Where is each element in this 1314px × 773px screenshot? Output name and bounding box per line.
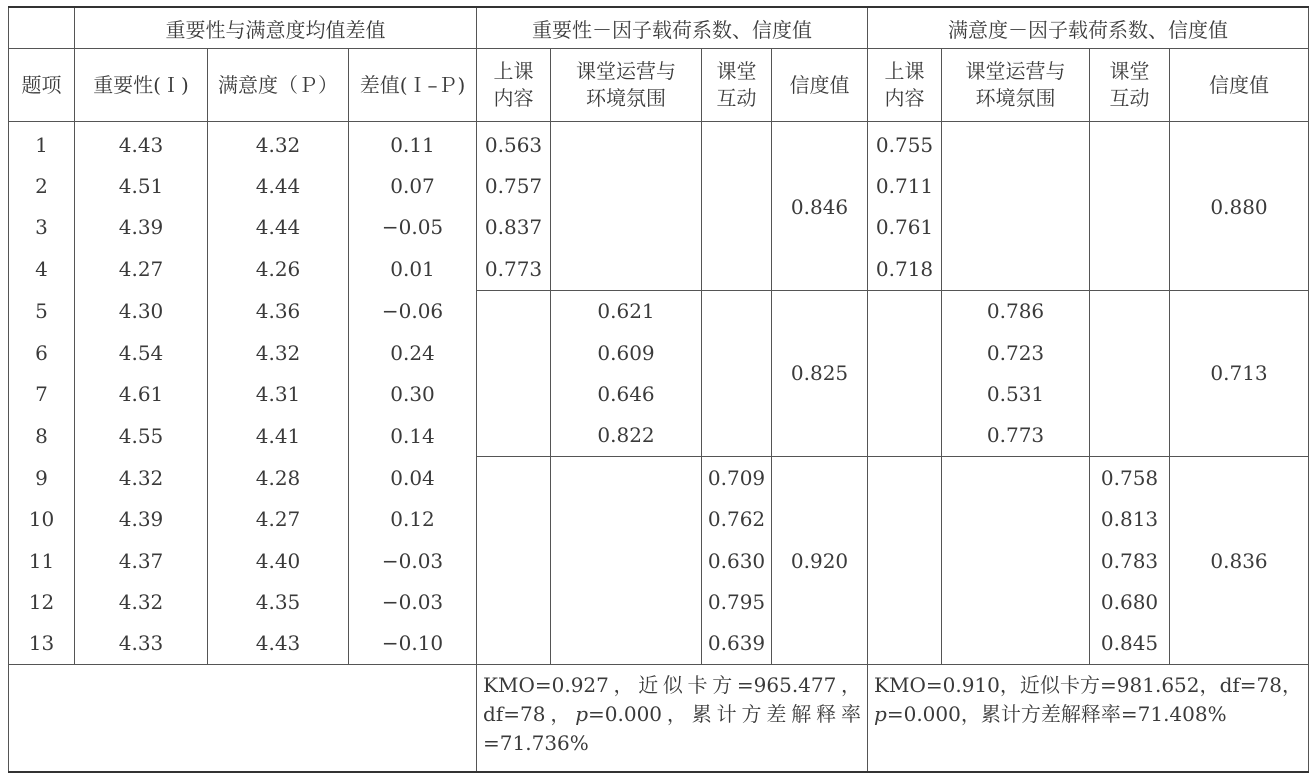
cell-sat-loading-f3 (1090, 248, 1170, 290)
cell-imp-loading-f3: 0.630 (702, 540, 772, 581)
cell-sat-loading-f3 (1090, 165, 1170, 206)
cell-importance: 4.30 (75, 290, 208, 332)
cell-sat-loading-f1 (868, 581, 942, 622)
cell-item: 10 (9, 499, 75, 540)
cell-imp-loading-f1 (477, 332, 551, 373)
cell-item: 11 (9, 540, 75, 581)
cell-sat-loading-f3 (1090, 122, 1170, 166)
cell-sat-loading-f3: 0.758 (1090, 457, 1170, 499)
cell-sat-loading-f1 (868, 332, 942, 373)
cell-sat-loading-f2 (942, 248, 1090, 290)
cell-imp-reliability: 0.920 (772, 457, 868, 665)
cell-imp-loading-f2 (551, 165, 702, 206)
footer-sat-stats (868, 665, 1309, 773)
table-row (9, 207, 1309, 248)
col-sat-factor-interaction-line1: 课堂 (1109, 59, 1150, 83)
table-row (9, 540, 1309, 581)
cell-sat-loading-f3: 0.680 (1090, 581, 1170, 622)
cell-sat-loading-f2 (942, 499, 1090, 540)
cell-satisfaction: 4.26 (208, 248, 349, 290)
col-imp-factor-operation-line2: 环境氛围 (586, 86, 667, 110)
cell-satisfaction: 4.27 (208, 499, 349, 540)
cell-sat-loading-f3 (1090, 332, 1170, 373)
cell-diff: −0.05 (349, 207, 477, 248)
cell-satisfaction: 4.35 (208, 581, 349, 622)
cell-importance: 4.32 (75, 581, 208, 622)
col-satisfaction: 满意度（Ｐ） (208, 49, 349, 122)
cell-satisfaction: 4.28 (208, 457, 349, 499)
cell-sat-loading-f1 (868, 623, 942, 665)
cell-imp-loading-f2 (551, 207, 702, 248)
footer-imp-stats-suffix: =0.000，累计方差解释率=71.736% (483, 702, 862, 756)
cell-item: 4 (9, 248, 75, 290)
cell-diff: 0.12 (349, 499, 477, 540)
cell-imp-loading-f2 (551, 540, 702, 581)
cell-imp-loading-f2: 0.646 (551, 373, 702, 414)
cell-sat-loading-f2 (942, 165, 1090, 206)
cell-sat-reliability: 0.880 (1170, 122, 1309, 291)
cell-item: 1 (9, 122, 75, 166)
cell-sat-loading-f1 (868, 499, 942, 540)
cell-sat-loading-f3: 0.783 (1090, 540, 1170, 581)
cell-sat-loading-f2: 0.531 (942, 373, 1090, 414)
col-sat-factor-operation-line1: 课堂运营与 (965, 59, 1066, 83)
cell-sat-loading-f2 (942, 457, 1090, 499)
band-importance-loadings: 重要性－因子载荷系数、信度值 (477, 7, 868, 49)
col-sat-factor-interaction-line2: 互动 (1109, 86, 1150, 110)
cell-sat-loading-f2 (942, 581, 1090, 622)
cell-imp-loading-f2 (551, 581, 702, 622)
table-row (9, 373, 1309, 414)
cell-diff: −0.03 (349, 540, 477, 581)
cell-imp-loading-f3 (702, 248, 772, 290)
cell-imp-loading-f1 (477, 290, 551, 332)
footer-row (9, 665, 1309, 773)
table-row (9, 332, 1309, 373)
cell-diff: 0.24 (349, 332, 477, 373)
cell-item: 5 (9, 290, 75, 332)
cell-sat-loading-f3 (1090, 373, 1170, 414)
cell-importance: 4.39 (75, 499, 208, 540)
cell-sat-loading-f2 (942, 122, 1090, 166)
table-row (9, 122, 1309, 166)
col-diff: 差值(Ｉ–Ｐ) (349, 49, 477, 122)
cell-importance: 4.37 (75, 540, 208, 581)
table-row (9, 415, 1309, 457)
table-row (9, 248, 1309, 290)
col-imp-factor-interaction-line1: 课堂 (716, 59, 757, 83)
cell-imp-loading-f1 (477, 540, 551, 581)
cell-sat-loading-f2 (942, 207, 1090, 248)
cell-imp-loading-f2 (551, 623, 702, 665)
footer-sat-p: p (874, 702, 887, 727)
cell-imp-loading-f1 (477, 415, 551, 457)
factor-analysis-table (8, 6, 1309, 773)
cell-item: 6 (9, 332, 75, 373)
cell-imp-loading-f1: 0.563 (477, 122, 551, 166)
cell-satisfaction: 4.31 (208, 373, 349, 414)
cell-diff: −0.03 (349, 581, 477, 622)
cell-sat-loading-f1: 0.755 (868, 122, 942, 166)
cell-imp-loading-f1: 0.773 (477, 248, 551, 290)
cell-item: 7 (9, 373, 75, 414)
cell-sat-loading-f1: 0.711 (868, 165, 942, 206)
cell-satisfaction: 4.43 (208, 623, 349, 665)
cell-sat-loading-f3: 0.845 (1090, 623, 1170, 665)
cell-imp-loading-f2 (551, 499, 702, 540)
cell-item: 2 (9, 165, 75, 206)
col-sat-factor-operation (942, 49, 1090, 122)
col-imp-factor-interaction (702, 49, 772, 122)
footer-empty-cell (9, 665, 477, 773)
cell-sat-loading-f2 (942, 623, 1090, 665)
col-importance: 重要性(Ｉ) (75, 49, 208, 122)
table-row (9, 581, 1309, 622)
cell-sat-reliability: 0.713 (1170, 290, 1309, 457)
cell-sat-loading-f3 (1090, 290, 1170, 332)
cell-diff: 0.14 (349, 415, 477, 457)
cell-sat-loading-f3: 0.813 (1090, 499, 1170, 540)
footer-sat-stats-suffix: =0.000，累计方差解释率=71.408% (886, 702, 1227, 727)
cell-sat-loading-f1 (868, 540, 942, 581)
cell-imp-loading-f3: 0.795 (702, 581, 772, 622)
cell-importance: 4.61 (75, 373, 208, 414)
cell-imp-loading-f2: 0.621 (551, 290, 702, 332)
cell-satisfaction: 4.41 (208, 415, 349, 457)
cell-importance: 4.55 (75, 415, 208, 457)
col-sat-factor-content-line1: 上课 (884, 59, 925, 83)
cell-imp-loading-f3: 0.639 (702, 623, 772, 665)
cell-imp-loading-f1 (477, 499, 551, 540)
cell-importance: 4.51 (75, 165, 208, 206)
cell-imp-loading-f1: 0.837 (477, 207, 551, 248)
footer-imp-stats-prefix: KMO=0.927，近似卡方=965.477，df=78， (483, 673, 862, 727)
cell-sat-loading-f2: 0.723 (942, 332, 1090, 373)
cell-sat-loading-f2: 0.786 (942, 290, 1090, 332)
col-sat-factor-content-line2: 内容 (884, 86, 925, 110)
cell-sat-loading-f1 (868, 373, 942, 414)
cell-item: 3 (9, 207, 75, 248)
col-imp-factor-interaction-line2: 互动 (716, 86, 757, 110)
cell-diff: 0.04 (349, 457, 477, 499)
cell-importance: 4.33 (75, 623, 208, 665)
col-imp-factor-content-line1: 上课 (493, 59, 534, 83)
col-sat-reliability: 信度值 (1170, 49, 1309, 122)
footer-sat-stats-prefix: KMO=0.910，近似卡方=981.652，df=78， (874, 673, 1303, 698)
cell-imp-loading-f1 (477, 373, 551, 414)
cell-satisfaction: 4.40 (208, 540, 349, 581)
band-header-row (9, 7, 1309, 49)
cell-imp-loading-f2 (551, 248, 702, 290)
cell-diff: −0.10 (349, 623, 477, 665)
cell-item: 9 (9, 457, 75, 499)
cell-imp-loading-f3 (702, 415, 772, 457)
band-importance-satisfaction: 重要性与满意度均值差值 (75, 7, 477, 49)
col-imp-reliability: 信度值 (772, 49, 868, 122)
cell-imp-loading-f2 (551, 122, 702, 166)
cell-imp-loading-f3 (702, 290, 772, 332)
cell-importance: 4.39 (75, 207, 208, 248)
cell-diff: 0.01 (349, 248, 477, 290)
cell-imp-loading-f3 (702, 122, 772, 166)
col-sat-factor-content (868, 49, 942, 122)
cell-imp-loading-f3: 0.709 (702, 457, 772, 499)
cell-satisfaction: 4.32 (208, 332, 349, 373)
cell-importance: 4.27 (75, 248, 208, 290)
cell-sat-loading-f3 (1090, 415, 1170, 457)
table-body (9, 122, 1309, 665)
cell-imp-loading-f3 (702, 332, 772, 373)
cell-imp-loading-f2 (551, 457, 702, 499)
cell-diff: 0.30 (349, 373, 477, 414)
table-row (9, 457, 1309, 499)
cell-imp-loading-f1 (477, 623, 551, 665)
cell-sat-loading-f1 (868, 290, 942, 332)
col-imp-factor-content-line2: 内容 (493, 86, 534, 110)
col-sat-factor-interaction (1090, 49, 1170, 122)
cell-item: 13 (9, 623, 75, 665)
cell-imp-loading-f1: 0.757 (477, 165, 551, 206)
col-imp-factor-content (477, 49, 551, 122)
cell-item: 12 (9, 581, 75, 622)
cell-satisfaction: 4.44 (208, 165, 349, 206)
col-sat-factor-operation-line2: 环境氛围 (975, 86, 1056, 110)
cell-diff: 0.11 (349, 122, 477, 166)
band-satisfaction-loadings: 满意度－因子载荷系数、信度值 (868, 7, 1309, 49)
cell-importance: 4.43 (75, 122, 208, 166)
cell-sat-loading-f1: 0.761 (868, 207, 942, 248)
cell-item: 8 (9, 415, 75, 457)
footer-imp-stats (477, 665, 868, 773)
cell-imp-loading-f3 (702, 207, 772, 248)
cell-diff: −0.06 (349, 290, 477, 332)
cell-sat-loading-f1 (868, 415, 942, 457)
cell-imp-loading-f3: 0.762 (702, 499, 772, 540)
cell-sat-loading-f2: 0.773 (942, 415, 1090, 457)
cell-satisfaction: 4.32 (208, 122, 349, 166)
cell-imp-loading-f2: 0.822 (551, 415, 702, 457)
cell-satisfaction: 4.36 (208, 290, 349, 332)
table-row (9, 290, 1309, 332)
column-header-row (9, 49, 1309, 122)
cell-imp-reliability: 0.846 (772, 122, 868, 291)
col-imp-factor-operation-line1: 课堂运营与 (576, 59, 677, 83)
cell-sat-loading-f1 (868, 457, 942, 499)
col-item: 题项 (9, 49, 75, 122)
col-imp-factor-operation (551, 49, 702, 122)
cell-sat-loading-f2 (942, 540, 1090, 581)
footer-imp-p: p (575, 702, 589, 727)
cell-sat-loading-f1: 0.718 (868, 248, 942, 290)
table-row (9, 499, 1309, 540)
table-row (9, 165, 1309, 206)
cell-diff: 0.07 (349, 165, 477, 206)
cell-satisfaction: 4.44 (208, 207, 349, 248)
cell-imp-reliability: 0.825 (772, 290, 868, 457)
cell-imp-loading-f1 (477, 457, 551, 499)
cell-importance: 4.32 (75, 457, 208, 499)
cell-importance: 4.54 (75, 332, 208, 373)
band-empty-cell (9, 7, 75, 49)
cell-imp-loading-f3 (702, 165, 772, 206)
cell-sat-loading-f3 (1090, 207, 1170, 248)
table-row (9, 623, 1309, 665)
cell-imp-loading-f2: 0.609 (551, 332, 702, 373)
table-container (8, 6, 1309, 773)
cell-imp-loading-f3 (702, 373, 772, 414)
cell-sat-reliability: 0.836 (1170, 457, 1309, 665)
cell-imp-loading-f1 (477, 581, 551, 622)
